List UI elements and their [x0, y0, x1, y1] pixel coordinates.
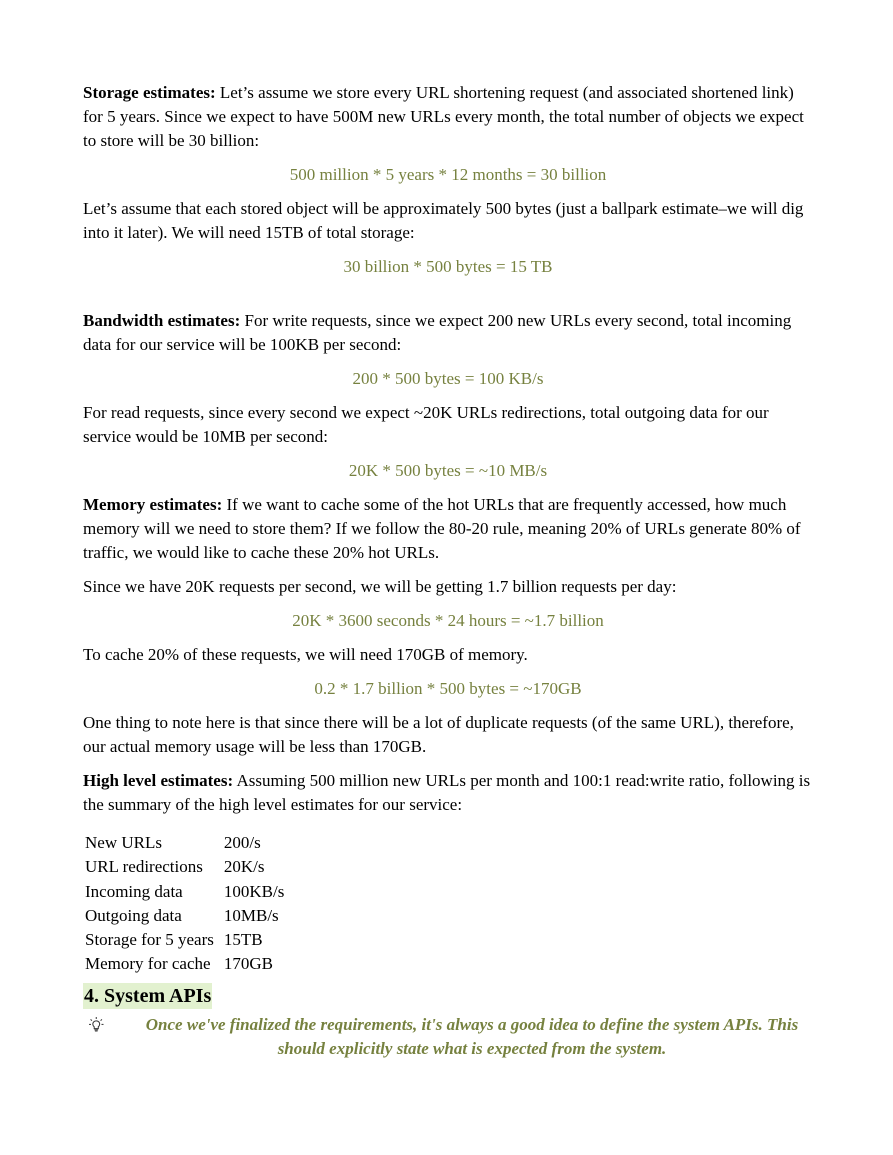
table-row — [83, 880, 288, 904]
memory-note-paragraph: One thing to note here is that since there will be a lot of duplicate requests (of the same URL), therefore, our actual memory usage will be less than 170GB. — [83, 713, 794, 756]
bandwidth-text: For write requests, since we expect 200 new URLs every second, total incoming data for our service will be 100KB per second: — [83, 311, 792, 354]
storage-formula-objects: 500 million * 5 years * 12 months = 30 billion — [289, 165, 607, 184]
table-row — [83, 952, 288, 976]
row-label: New URLs — [85, 833, 162, 852]
memory-heading: Memory estimates: — [83, 495, 223, 514]
tip-text: Once we've finalized the requirements, it's always a good idea to define the system APIs. This should explicitly state what is expected from the system. — [145, 1014, 799, 1058]
row-value: 15TB — [223, 930, 263, 950]
row-value: 200/s — [223, 833, 261, 852]
table-row — [83, 831, 288, 855]
memory-formula-cache: 0.2 * 1.7 billion * 500 bytes = ~170GB — [314, 679, 582, 698]
table-row — [83, 928, 288, 952]
storage-text: Let’s assume we store every URL shortening request (and associated shortened link) for 5 years. Since we expect to have 500M new URLs every month, the total number of objects we expect to store will be 30 billion: — [83, 83, 804, 150]
memory-cache-paragraph: To cache 20% of these requests, we will need 170GB of memory. — [83, 645, 528, 664]
lightbulb-icon — [88, 1016, 106, 1034]
storage-formula-bytes: 30 billion * 500 bytes = 15 TB — [343, 257, 553, 276]
bandwidth-formula-outgoing: 20K * 500 bytes = ~10 MB/s — [348, 461, 548, 480]
section-heading-system-apis: 4. System APIs — [84, 984, 212, 1007]
table-row — [83, 904, 288, 928]
row-value: 10MB/s — [223, 905, 279, 925]
spacer — [83, 289, 813, 309]
high-level-paragraph — [83, 769, 813, 817]
tip-callout — [83, 1013, 813, 1061]
row-label: Outgoing data — [85, 905, 182, 925]
row-value: 20K/s — [223, 857, 265, 877]
estimates-table — [83, 831, 288, 977]
memory-formula-requests: 20K * 3600 seconds * 24 hours = ~1.7 billion — [292, 611, 604, 630]
row-label: Storage for 5 years — [85, 930, 214, 950]
bandwidth-heading: Bandwidth estimates: — [83, 311, 241, 330]
memory-text: If we want to cache some of the hot URLs that are frequently accessed, how much memory will we need to store them? If we follow the 80-20 rule, meaning 20% of URLs generate 80% of traffic, we would like to cache these 20% hot URLs. — [83, 495, 801, 562]
storage-paragraph — [83, 81, 813, 153]
row-label: Memory for cache — [85, 954, 211, 974]
high-level-text: Assuming 500 million new URLs per month and 100:1 read:write ratio, following is the summary of the high level estimates for our service: — [83, 771, 811, 814]
document-content — [83, 81, 813, 1061]
row-value: 170GB — [223, 954, 273, 974]
memory-requests-paragraph: Since we have 20K requests per second, we will be getting 1.7 billion requests per day: — [83, 577, 677, 596]
high-level-heading: High level estimates: — [83, 771, 234, 790]
bandwidth-read-paragraph: For read requests, since every second we expect ~20K URLs redirections, total outgoing data for our service would be 10MB per second: — [83, 403, 769, 446]
table-row — [83, 855, 288, 879]
bandwidth-paragraph — [83, 309, 813, 357]
storage-heading: Storage estimates: — [83, 83, 216, 102]
row-value: 100KB/s — [223, 881, 285, 901]
storage-size-paragraph: Let’s assume that each stored object will be approximately 500 bytes (just a ballpark estimate–we will dig into it later). We will need 15TB of total storage: — [83, 199, 804, 242]
row-label: URL redirections — [85, 857, 203, 877]
row-label: Incoming data — [85, 881, 183, 901]
memory-paragraph — [83, 493, 813, 565]
bandwidth-formula-incoming: 200 * 500 bytes = 100 KB/s — [352, 369, 544, 388]
